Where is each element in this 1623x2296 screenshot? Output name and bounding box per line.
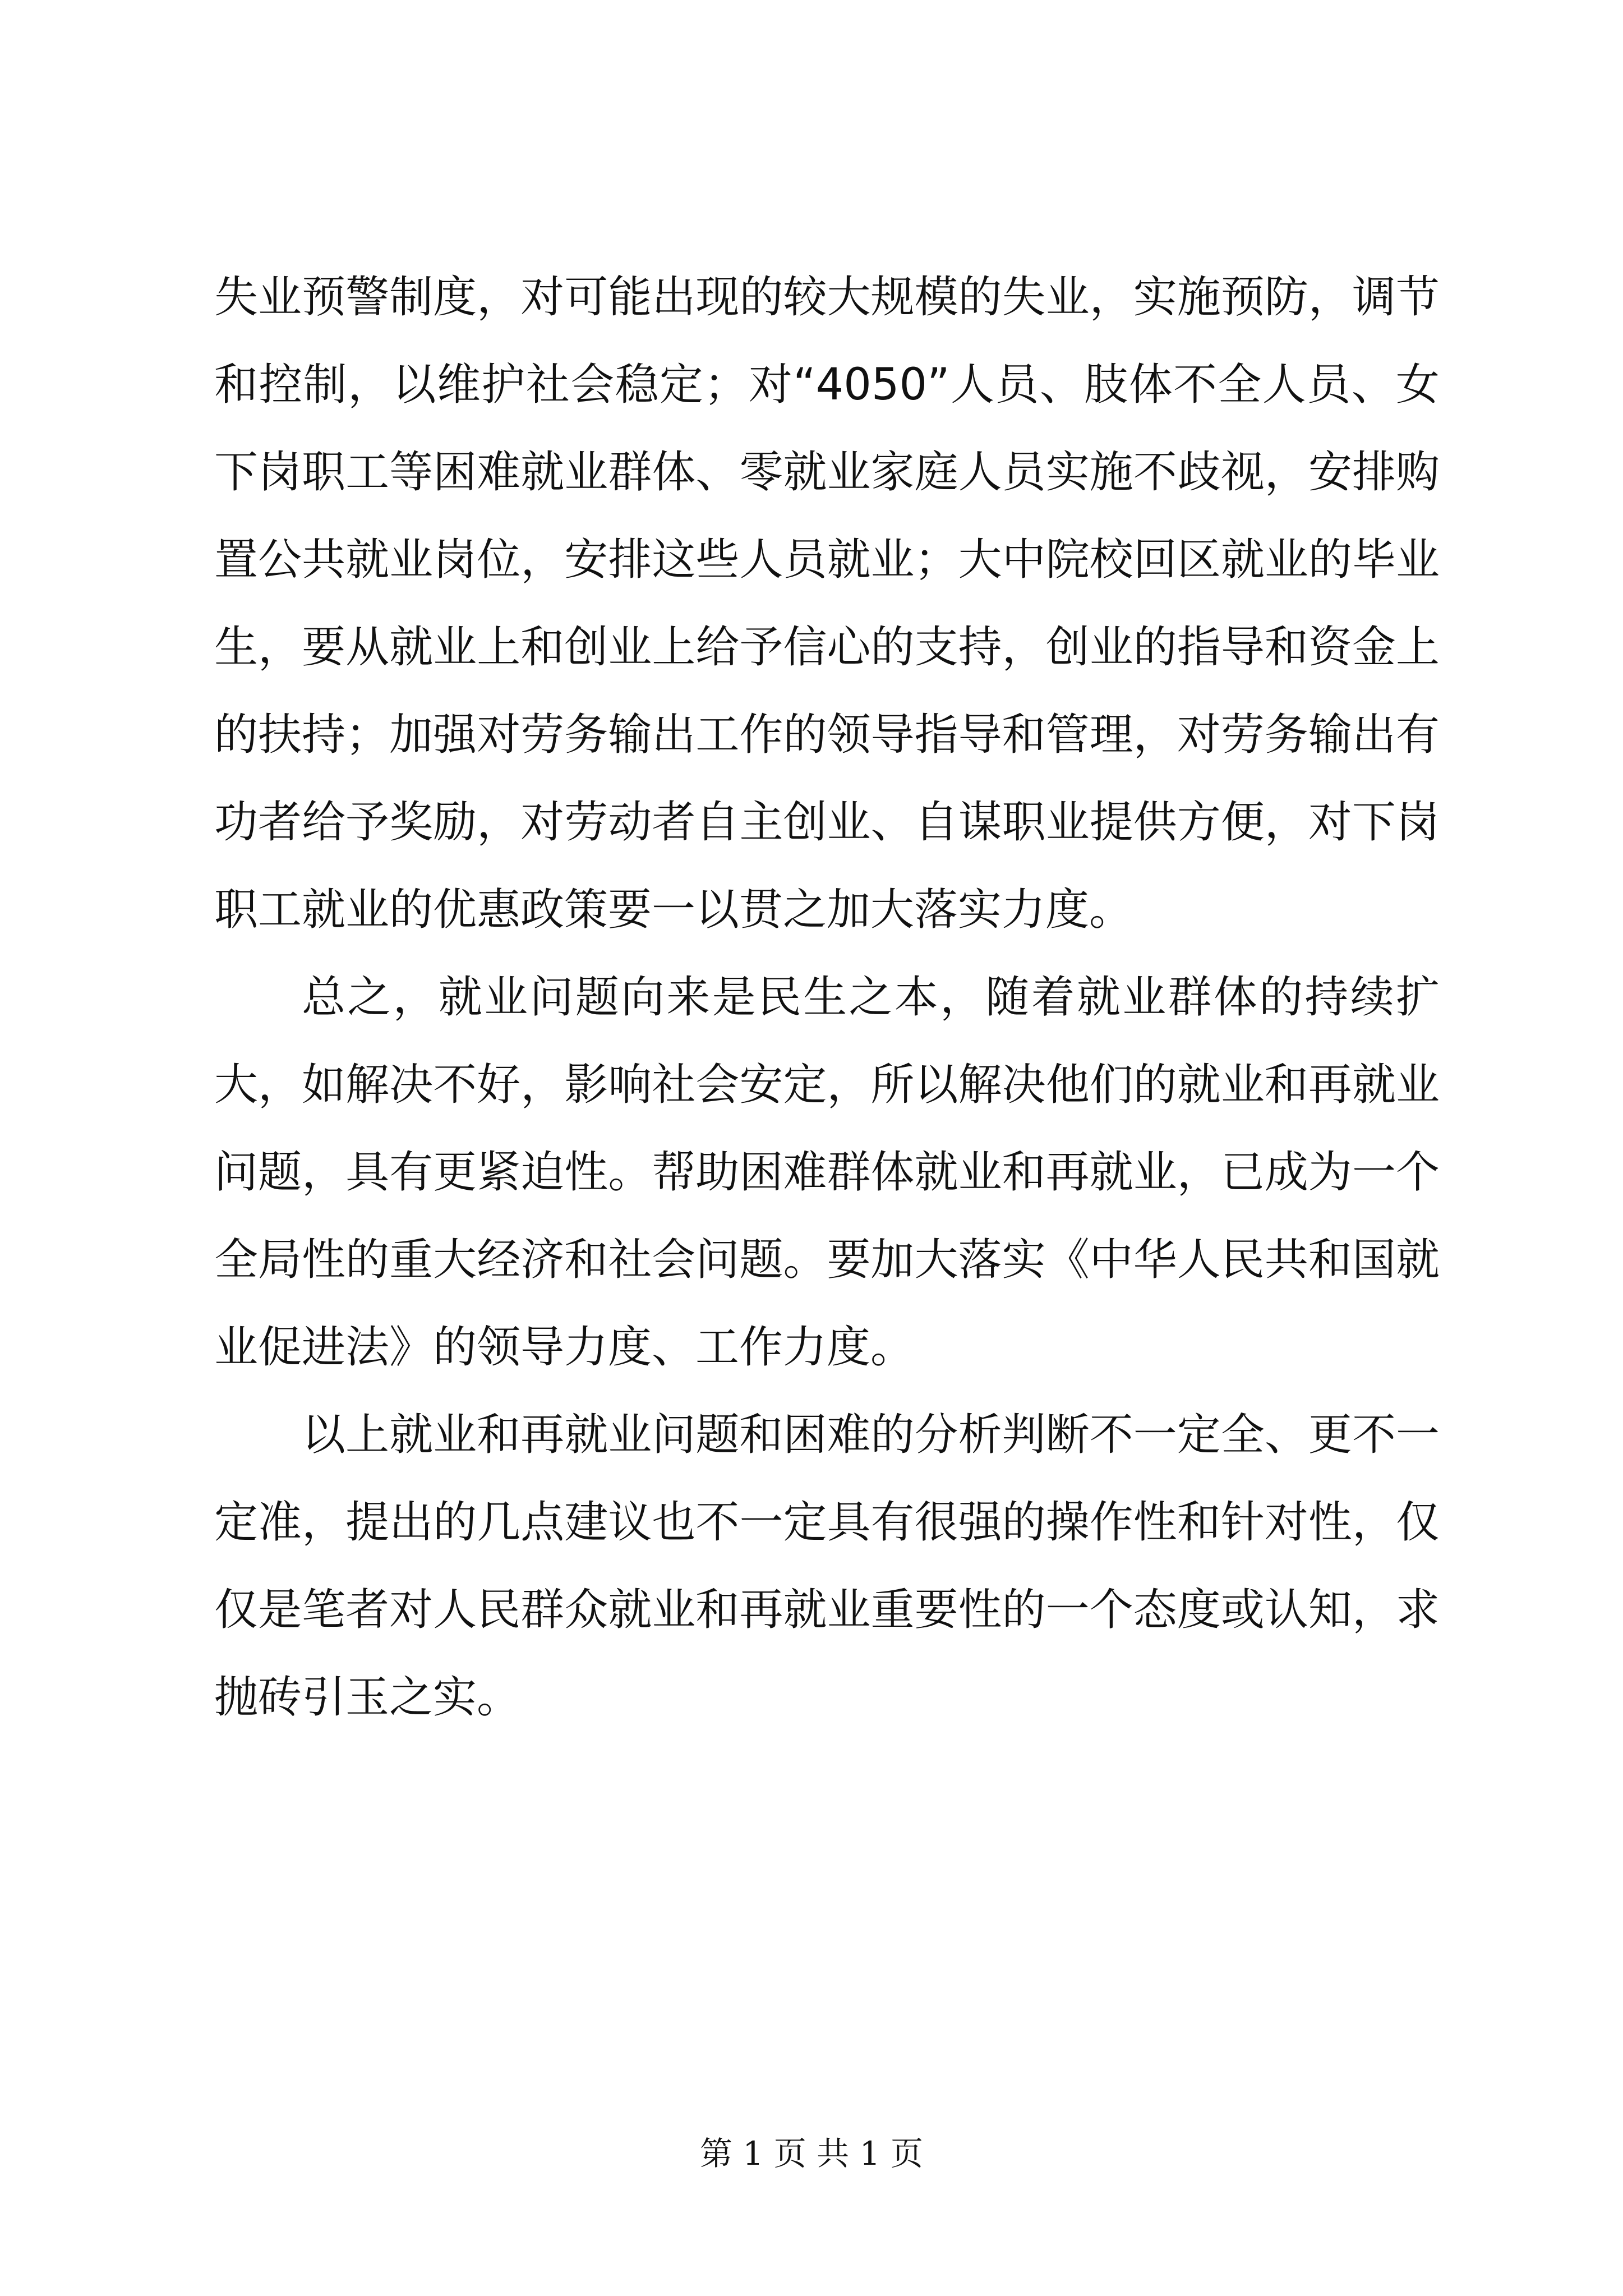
paragraph-3: 以上就业和再就业问题和困难的分析判断不一定全、更不一定准，提出的几点建议也不一定具有很强的操作性和针对性，仅仅是笔者对人民群众就业和再就业重要性的一个态度或认知，求抛砖引玉之实。 bbox=[214, 1410, 1440, 1723]
paragraph-1: 失业预警制度，对可能出现的较大规模的失业，实施预防，调节和控制，以维护社会稳定；对“4050”人员、肢体不全人员、女下岗职工等困难就业群体、零就业家庭人员实施不歧视，安排购置公共就业岗位，安排这些人员就业；大中院校回区就业的毕业生，要从就业上和创业上给予信心的支持，创业的指导和资金上的扶持；加强对劳务输出工作的领导指导和管理，对劳务输出有功者给予奖励，对劳动者自主创业、自谋职业提供方便，对下岗职工就业的优惠政策要一以贯之加大落实力度。 bbox=[214, 272, 1440, 935]
page-number-footer: 第 1 页 共 1 页 bbox=[700, 2134, 923, 2173]
paragraph-2: 总之，就业问题向来是民生之本，随着就业群体的持续扩大，如解决不好，影响社会安定，所以解决他们的就业和再就业问题，具有更紧迫性。帮助困难群体就业和再就业，已成为一个全局性的重大经济和社会问题。要加大落实《中华人民共和国就业促进法》的领导力度、工作力度。 bbox=[214, 972, 1440, 1373]
document-body bbox=[214, 254, 1440, 1741]
